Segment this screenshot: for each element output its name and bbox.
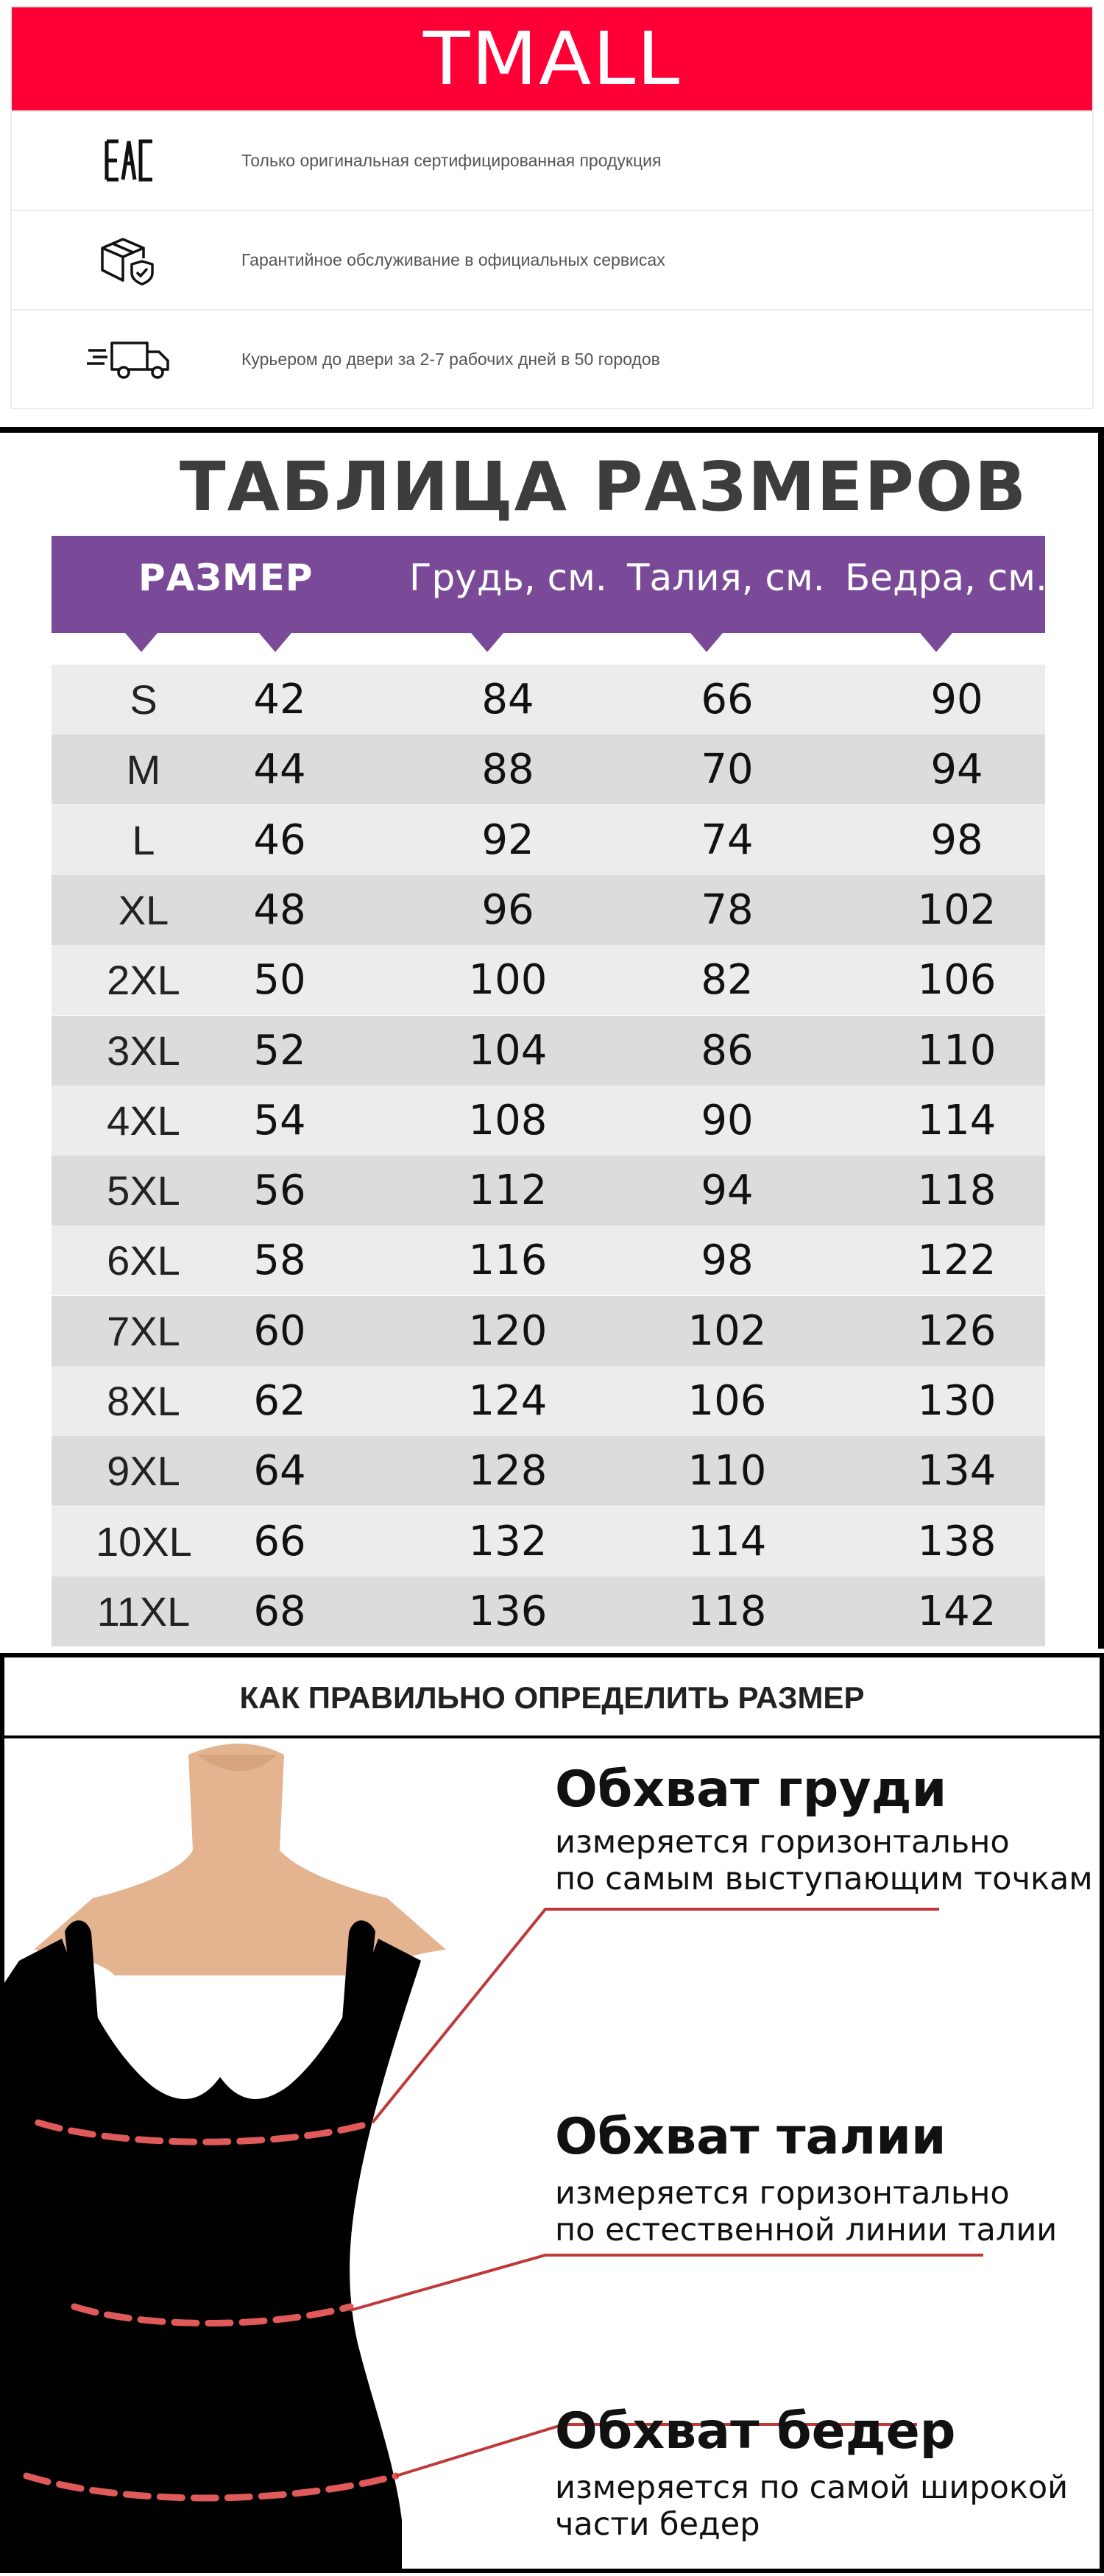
waist-desc-line2: по естественной линии талии bbox=[555, 2212, 1058, 2248]
header-pointer bbox=[690, 633, 723, 652]
cell-hips: 138 bbox=[917, 1517, 997, 1565]
cell-hips: 126 bbox=[917, 1306, 997, 1355]
tmall-banner bbox=[12, 7, 1092, 110]
table-row bbox=[52, 945, 1045, 1015]
cell-size-ru: 62 bbox=[253, 1377, 306, 1425]
header-chest: Грудь, см. bbox=[409, 556, 607, 599]
waist-title: Обхват талии bbox=[555, 2108, 946, 2166]
delivery-truck-icon bbox=[82, 326, 177, 392]
chest-title: Обхват груди bbox=[555, 1761, 947, 1819]
cell-chest: 92 bbox=[481, 815, 534, 864]
cell-size-ru: 60 bbox=[253, 1306, 306, 1355]
guide-illustration bbox=[4, 1740, 1100, 2569]
header-waist: Талия, см. bbox=[627, 556, 825, 599]
cell-size-letter: 6XL bbox=[107, 1237, 180, 1284]
feature-text: Гарантийное обслуживание в официальных сервисах bbox=[241, 250, 665, 269]
table-row bbox=[52, 1156, 1045, 1225]
cell-chest: 124 bbox=[468, 1377, 548, 1425]
cell-size-letter: 4XL bbox=[107, 1097, 180, 1144]
store-info-card bbox=[10, 6, 1094, 409]
cell-chest: 136 bbox=[468, 1587, 548, 1635]
table-row bbox=[52, 1225, 1045, 1295]
table-row bbox=[52, 665, 1045, 735]
cell-size-ru: 68 bbox=[253, 1587, 306, 1635]
cell-hips: 134 bbox=[917, 1447, 997, 1496]
cell-waist: 102 bbox=[687, 1306, 767, 1355]
cell-waist: 86 bbox=[701, 1026, 754, 1075]
cell-waist: 98 bbox=[701, 1236, 754, 1285]
cell-waist: 94 bbox=[701, 1167, 754, 1215]
size-chart-title: ТАБЛИЦА РАЗМЕРОВ bbox=[179, 447, 1028, 526]
cell-size-ru: 64 bbox=[253, 1447, 306, 1496]
cell-size-ru: 52 bbox=[253, 1026, 306, 1075]
cell-chest: 112 bbox=[468, 1167, 548, 1215]
cell-size-ru: 56 bbox=[253, 1167, 306, 1215]
feature-row-warranty bbox=[12, 210, 1092, 308]
cell-chest: 132 bbox=[468, 1517, 548, 1565]
table-row bbox=[52, 1086, 1045, 1156]
cell-waist: 90 bbox=[701, 1096, 754, 1144]
cell-size-ru: 50 bbox=[253, 956, 306, 1005]
cell-hips: 114 bbox=[917, 1096, 997, 1144]
cell-size-ru: 44 bbox=[253, 746, 306, 794]
waist-desc-line1: измеряется горизонтально bbox=[555, 2175, 1010, 2212]
cell-size-letter: S bbox=[130, 676, 158, 723]
cell-chest: 108 bbox=[468, 1096, 548, 1144]
cell-chest: 84 bbox=[481, 676, 534, 723]
cell-size-ru: 48 bbox=[253, 885, 306, 934]
cell-chest: 96 bbox=[481, 885, 534, 934]
feature-row-delivery bbox=[12, 309, 1092, 408]
hips-title: Обхват бедер bbox=[555, 2402, 956, 2460]
cell-chest: 120 bbox=[468, 1306, 548, 1355]
cell-hips: 106 bbox=[917, 956, 997, 1005]
chest-desc-line2: по самым выступающим точкам bbox=[555, 1861, 1093, 1897]
tmall-logo: TMALL bbox=[422, 16, 682, 102]
cell-size-ru: 46 bbox=[253, 815, 306, 864]
swimsuit-body bbox=[4, 1939, 421, 2569]
cell-size-letter: 7XL bbox=[107, 1307, 180, 1354]
cell-size-ru: 42 bbox=[253, 676, 306, 723]
cell-size-ru: 58 bbox=[253, 1236, 306, 1285]
header-size: РАЗМЕР bbox=[138, 556, 314, 599]
cell-hips: 102 bbox=[917, 885, 997, 934]
cell-size-letter: 8XL bbox=[107, 1378, 180, 1424]
guide-title: КАК ПРАВИЛЬНО ОПРЕДЕЛИТЬ РАЗМЕР bbox=[4, 1657, 1100, 1738]
cell-chest: 104 bbox=[468, 1026, 548, 1075]
size-chart bbox=[0, 427, 1104, 1649]
table-row bbox=[52, 735, 1045, 804]
cell-chest: 100 bbox=[468, 956, 548, 1005]
header-pointer bbox=[471, 633, 503, 652]
cell-waist: 70 bbox=[701, 746, 754, 794]
cell-waist: 110 bbox=[687, 1447, 767, 1496]
eac-icon bbox=[82, 127, 177, 194]
cell-chest: 88 bbox=[481, 746, 534, 794]
cell-size-ru: 66 bbox=[253, 1517, 306, 1565]
cell-hips: 110 bbox=[917, 1026, 997, 1075]
cell-size-letter: 3XL bbox=[107, 1027, 180, 1074]
feature-text: Курьером до двери за 2-7 рабочих дней в 50 городов bbox=[241, 349, 660, 369]
table-row bbox=[52, 1296, 1045, 1366]
cell-waist: 118 bbox=[687, 1587, 767, 1635]
chest-desc-line1: измеряется горизонтально bbox=[555, 1824, 1010, 1861]
table-row bbox=[52, 1366, 1045, 1436]
cell-waist: 114 bbox=[687, 1517, 767, 1565]
cell-waist: 66 bbox=[701, 676, 754, 723]
cell-hips: 142 bbox=[917, 1587, 997, 1635]
header-hips: Бедра, см. bbox=[845, 556, 1047, 599]
hips-desc-line1: измеряется по самой широкой bbox=[555, 2469, 1069, 2506]
cell-hips: 118 bbox=[917, 1167, 997, 1215]
cell-size-letter: XL bbox=[118, 886, 169, 933]
cell-waist: 74 bbox=[701, 815, 754, 864]
cell-waist: 78 bbox=[701, 885, 754, 934]
cell-size-letter: L bbox=[132, 816, 155, 863]
size-chart-header bbox=[52, 536, 1045, 633]
table-row bbox=[52, 805, 1045, 875]
cell-size-ru: 54 bbox=[253, 1096, 306, 1144]
cell-size-letter: M bbox=[126, 746, 161, 793]
table-row bbox=[52, 1016, 1045, 1086]
header-pointer bbox=[125, 633, 158, 652]
waist-pointer-line bbox=[350, 2255, 983, 2310]
cell-size-letter: 10XL bbox=[96, 1518, 192, 1565]
cell-hips: 130 bbox=[917, 1377, 997, 1425]
chest-pointer-line bbox=[372, 1909, 939, 2123]
feature-text: Только оригинальная сертифицированная продукция bbox=[241, 150, 662, 170]
cell-chest: 116 bbox=[468, 1236, 548, 1285]
cell-waist: 82 bbox=[701, 956, 754, 1005]
cell-waist: 106 bbox=[687, 1377, 767, 1425]
cell-size-letter: 2XL bbox=[107, 957, 180, 1004]
measuring-guide bbox=[0, 1653, 1104, 2573]
cell-size-letter: 5XL bbox=[107, 1167, 180, 1214]
cell-hips: 98 bbox=[930, 815, 983, 864]
cell-size-letter: 11XL bbox=[96, 1588, 191, 1635]
header-pointer bbox=[259, 633, 291, 652]
cell-hips: 90 bbox=[930, 676, 983, 723]
header-pointer bbox=[920, 633, 952, 652]
cell-hips: 122 bbox=[917, 1236, 997, 1285]
mannequin-neck bbox=[34, 1744, 446, 1975]
cell-chest: 128 bbox=[468, 1447, 548, 1496]
cell-size-letter: 9XL bbox=[107, 1448, 180, 1495]
box-shield-icon bbox=[82, 227, 177, 293]
feature-row-certified bbox=[12, 110, 1092, 209]
table-row bbox=[52, 875, 1045, 945]
hips-desc-line2: части бедер bbox=[555, 2506, 760, 2543]
table-row bbox=[52, 1436, 1045, 1506]
cell-hips: 94 bbox=[930, 746, 983, 794]
table-row bbox=[52, 1507, 1045, 1577]
table-row bbox=[52, 1577, 1045, 1646]
